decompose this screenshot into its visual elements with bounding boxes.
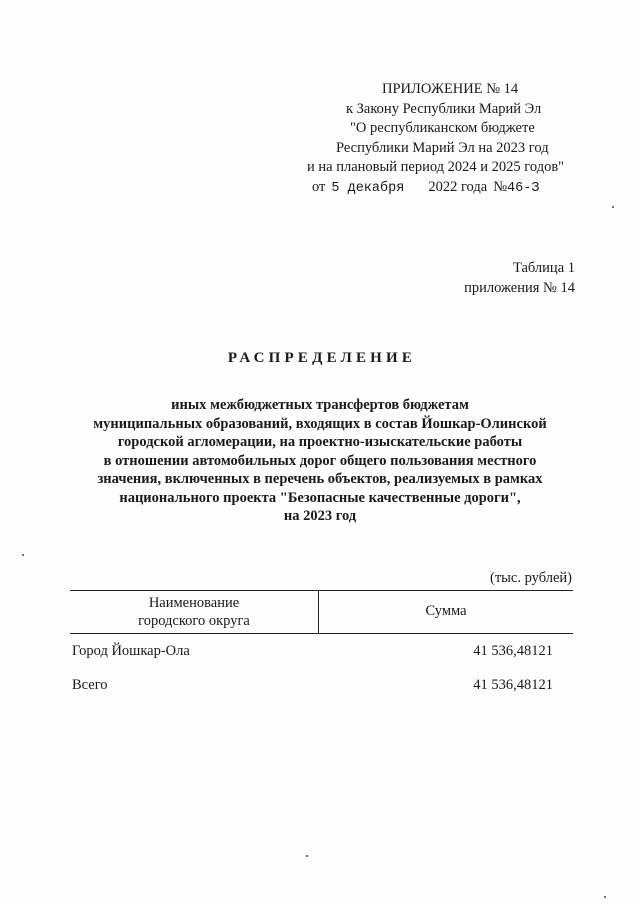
table-top-border bbox=[70, 590, 573, 591]
subtitle-line: муниципальных образований, входящих в состав Йошкар-Олинской bbox=[93, 415, 547, 432]
table-caption bbox=[440, 258, 575, 298]
scan-speck bbox=[612, 206, 614, 208]
table-row-total-name: Всего bbox=[72, 677, 108, 693]
subtitle-line: городской агломерации, на проектно-изыскательские работы bbox=[117, 434, 523, 450]
law-number: 46-З bbox=[507, 180, 540, 196]
table-row-value: 41 536,48121 bbox=[473, 643, 553, 659]
appendix-header bbox=[300, 80, 590, 198]
scan-speck bbox=[306, 855, 308, 857]
subtitle-line: на 2023 год bbox=[283, 508, 357, 524]
scan-speck bbox=[22, 554, 24, 556]
date-year: 2022 года bbox=[428, 178, 488, 195]
column-header-name bbox=[70, 594, 318, 630]
document-subtitle bbox=[60, 396, 580, 526]
subtitle-line: иных межбюджетных трансфертов бюджетам bbox=[171, 397, 469, 413]
column-header-name-line-2: городского округа bbox=[138, 613, 250, 629]
appendix-number: ПРИЛОЖЕНИЕ № 14 bbox=[382, 81, 519, 97]
law-date-line bbox=[300, 178, 590, 199]
law-title-line-1: "О республиканском бюджете bbox=[350, 120, 535, 136]
subtitle-line: значения, включенных в перечень объектов, реализуемых в рамках bbox=[97, 471, 543, 487]
table-header-border bbox=[70, 633, 573, 634]
table-row-total-value: 41 536,48121 bbox=[473, 677, 553, 693]
scan-speck bbox=[604, 896, 606, 898]
units-label: (тыс. рублей) bbox=[490, 570, 572, 586]
date-day-month: 5 декабря bbox=[331, 180, 405, 196]
subtitle-line: национального проекта "Безопасные качественные дороги", bbox=[119, 489, 521, 506]
law-title-line-2: Республики Марий Эл на 2023 год bbox=[336, 139, 549, 156]
law-title-line-3: и на плановый период 2024 и 2025 годов" bbox=[307, 159, 565, 175]
column-header-sum: Сумма bbox=[425, 603, 467, 619]
table-caption-line-2: приложения № 14 bbox=[464, 280, 575, 296]
table-row-name: Город Йошкар-Ола bbox=[72, 643, 190, 659]
table-caption-line-1: Таблица 1 bbox=[512, 260, 575, 276]
document-title: РАСПРЕДЕЛЕНИЕ bbox=[227, 350, 417, 366]
law-reference: к Закону Республики Марий Эл bbox=[346, 100, 542, 117]
subtitle-line: в отношении автомобильных дорог общего пользования местного bbox=[103, 452, 537, 469]
column-header-name-line-1: Наименование bbox=[148, 595, 240, 611]
date-prefix: от bbox=[312, 178, 326, 195]
number-prefix: № bbox=[493, 178, 508, 195]
